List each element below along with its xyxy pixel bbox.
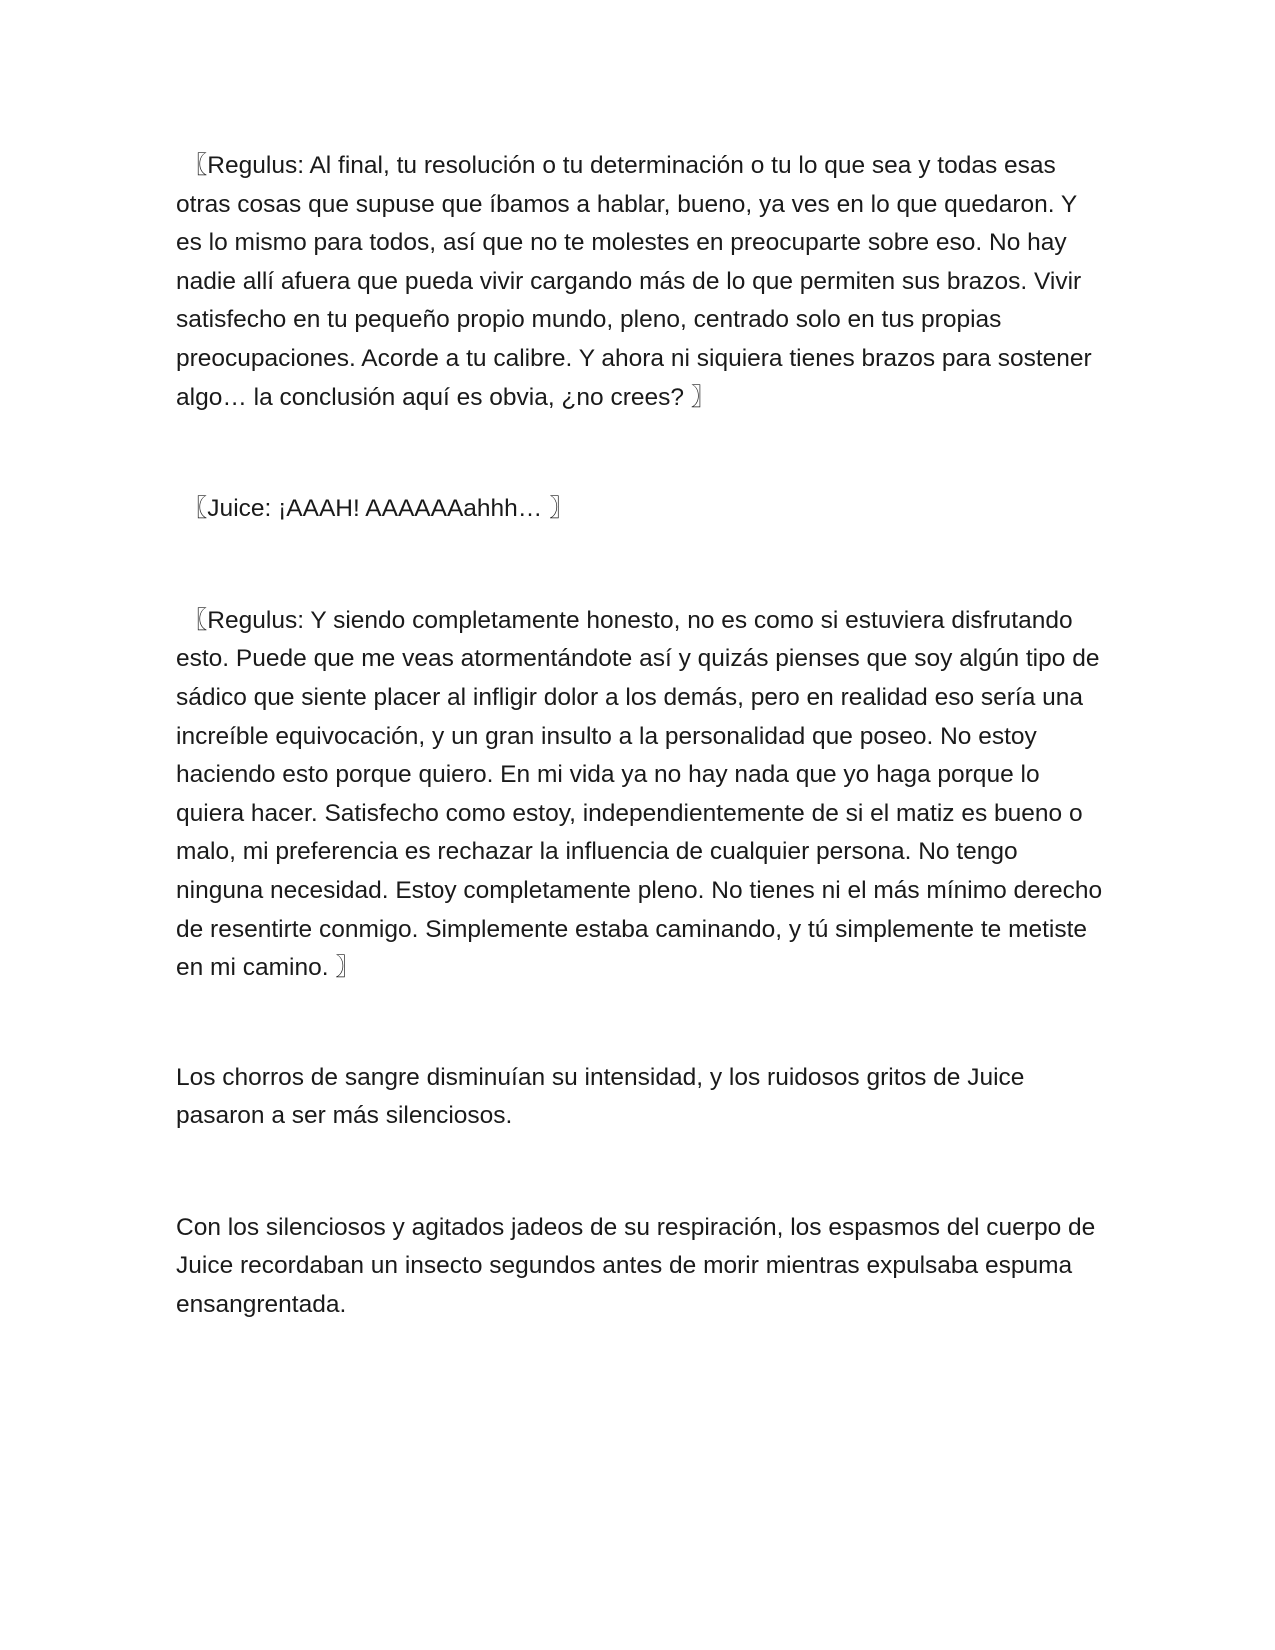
paragraph-spacer xyxy=(176,529,1106,602)
paragraph-spacer xyxy=(176,417,1106,490)
narration-paragraph-2: Con los silenciosos y agitados jadeos de su respiración, los espasmos del cuerpo de Juice recordaban un insecto segundos antes de morir mientras expulsaba espuma ensangrentada. xyxy=(176,1213,1103,1319)
paragraph-spacer xyxy=(176,988,1106,1059)
dialogue-juice: 〖Juice: ¡AAAH! AAAAAAahhh… 〗 xyxy=(176,495,574,523)
paragraph-spacer xyxy=(176,1136,1106,1209)
dialogue-regulus-1: 〖Regulus: Al final, tu resolución o tu determinación o tu lo que sea y todas esas otras cosas que supuse que íbamos a hablar, bueno, ya ves en lo que quedaron. Y es lo mismo para todos, así que no te molestes en preocuparte sobre eso. No hay nadie allí afuera que pueda vivir cargando más de lo que permiten sus brazos. Vivir satisfecho en tu pequeño propio mundo, pleno, centrado solo en tus propias preocupaciones. Acorde a tu calibre. Y ahora ni siquiera tienes brazos para sostener algo… la conclusión aquí es obvia, ¿no crees? 〗 xyxy=(176,152,1099,411)
dialogue-regulus-2: 〖Regulus: Y siendo completamente honesto, no es como si estuviera disfrutando esto. Puede que me veas atormentándote así y quizás pienses que soy algún tipo de sádico que siente placer al infligir dolor a los demás, pero en realidad eso sería una increíble equivocación, y un gran insulto a la personalidad que poseo. No estoy haciendo esto porque quiero. En mi vida ya no hay nada que yo haga porque lo quiera hacer. Satisfecho como estoy, independientemente de si el matiz es bueno o malo, mi preferencia es rechazar la influencia de cualquier persona. No tengo ninguna necesidad. Estoy completamente pleno. No tienes ni el más mínimo derecho de resentirte conmigo. Simplemente estaba caminando, y tú simplemente te metiste en mi camino. 〗 xyxy=(176,606,1109,982)
document-body xyxy=(176,147,1109,1325)
narration-paragraph-1: Los chorros de sangre disminuían su intensidad, y los ruidosos gritos de Juice pasaron a ser más silenciosos. xyxy=(176,1063,1032,1130)
